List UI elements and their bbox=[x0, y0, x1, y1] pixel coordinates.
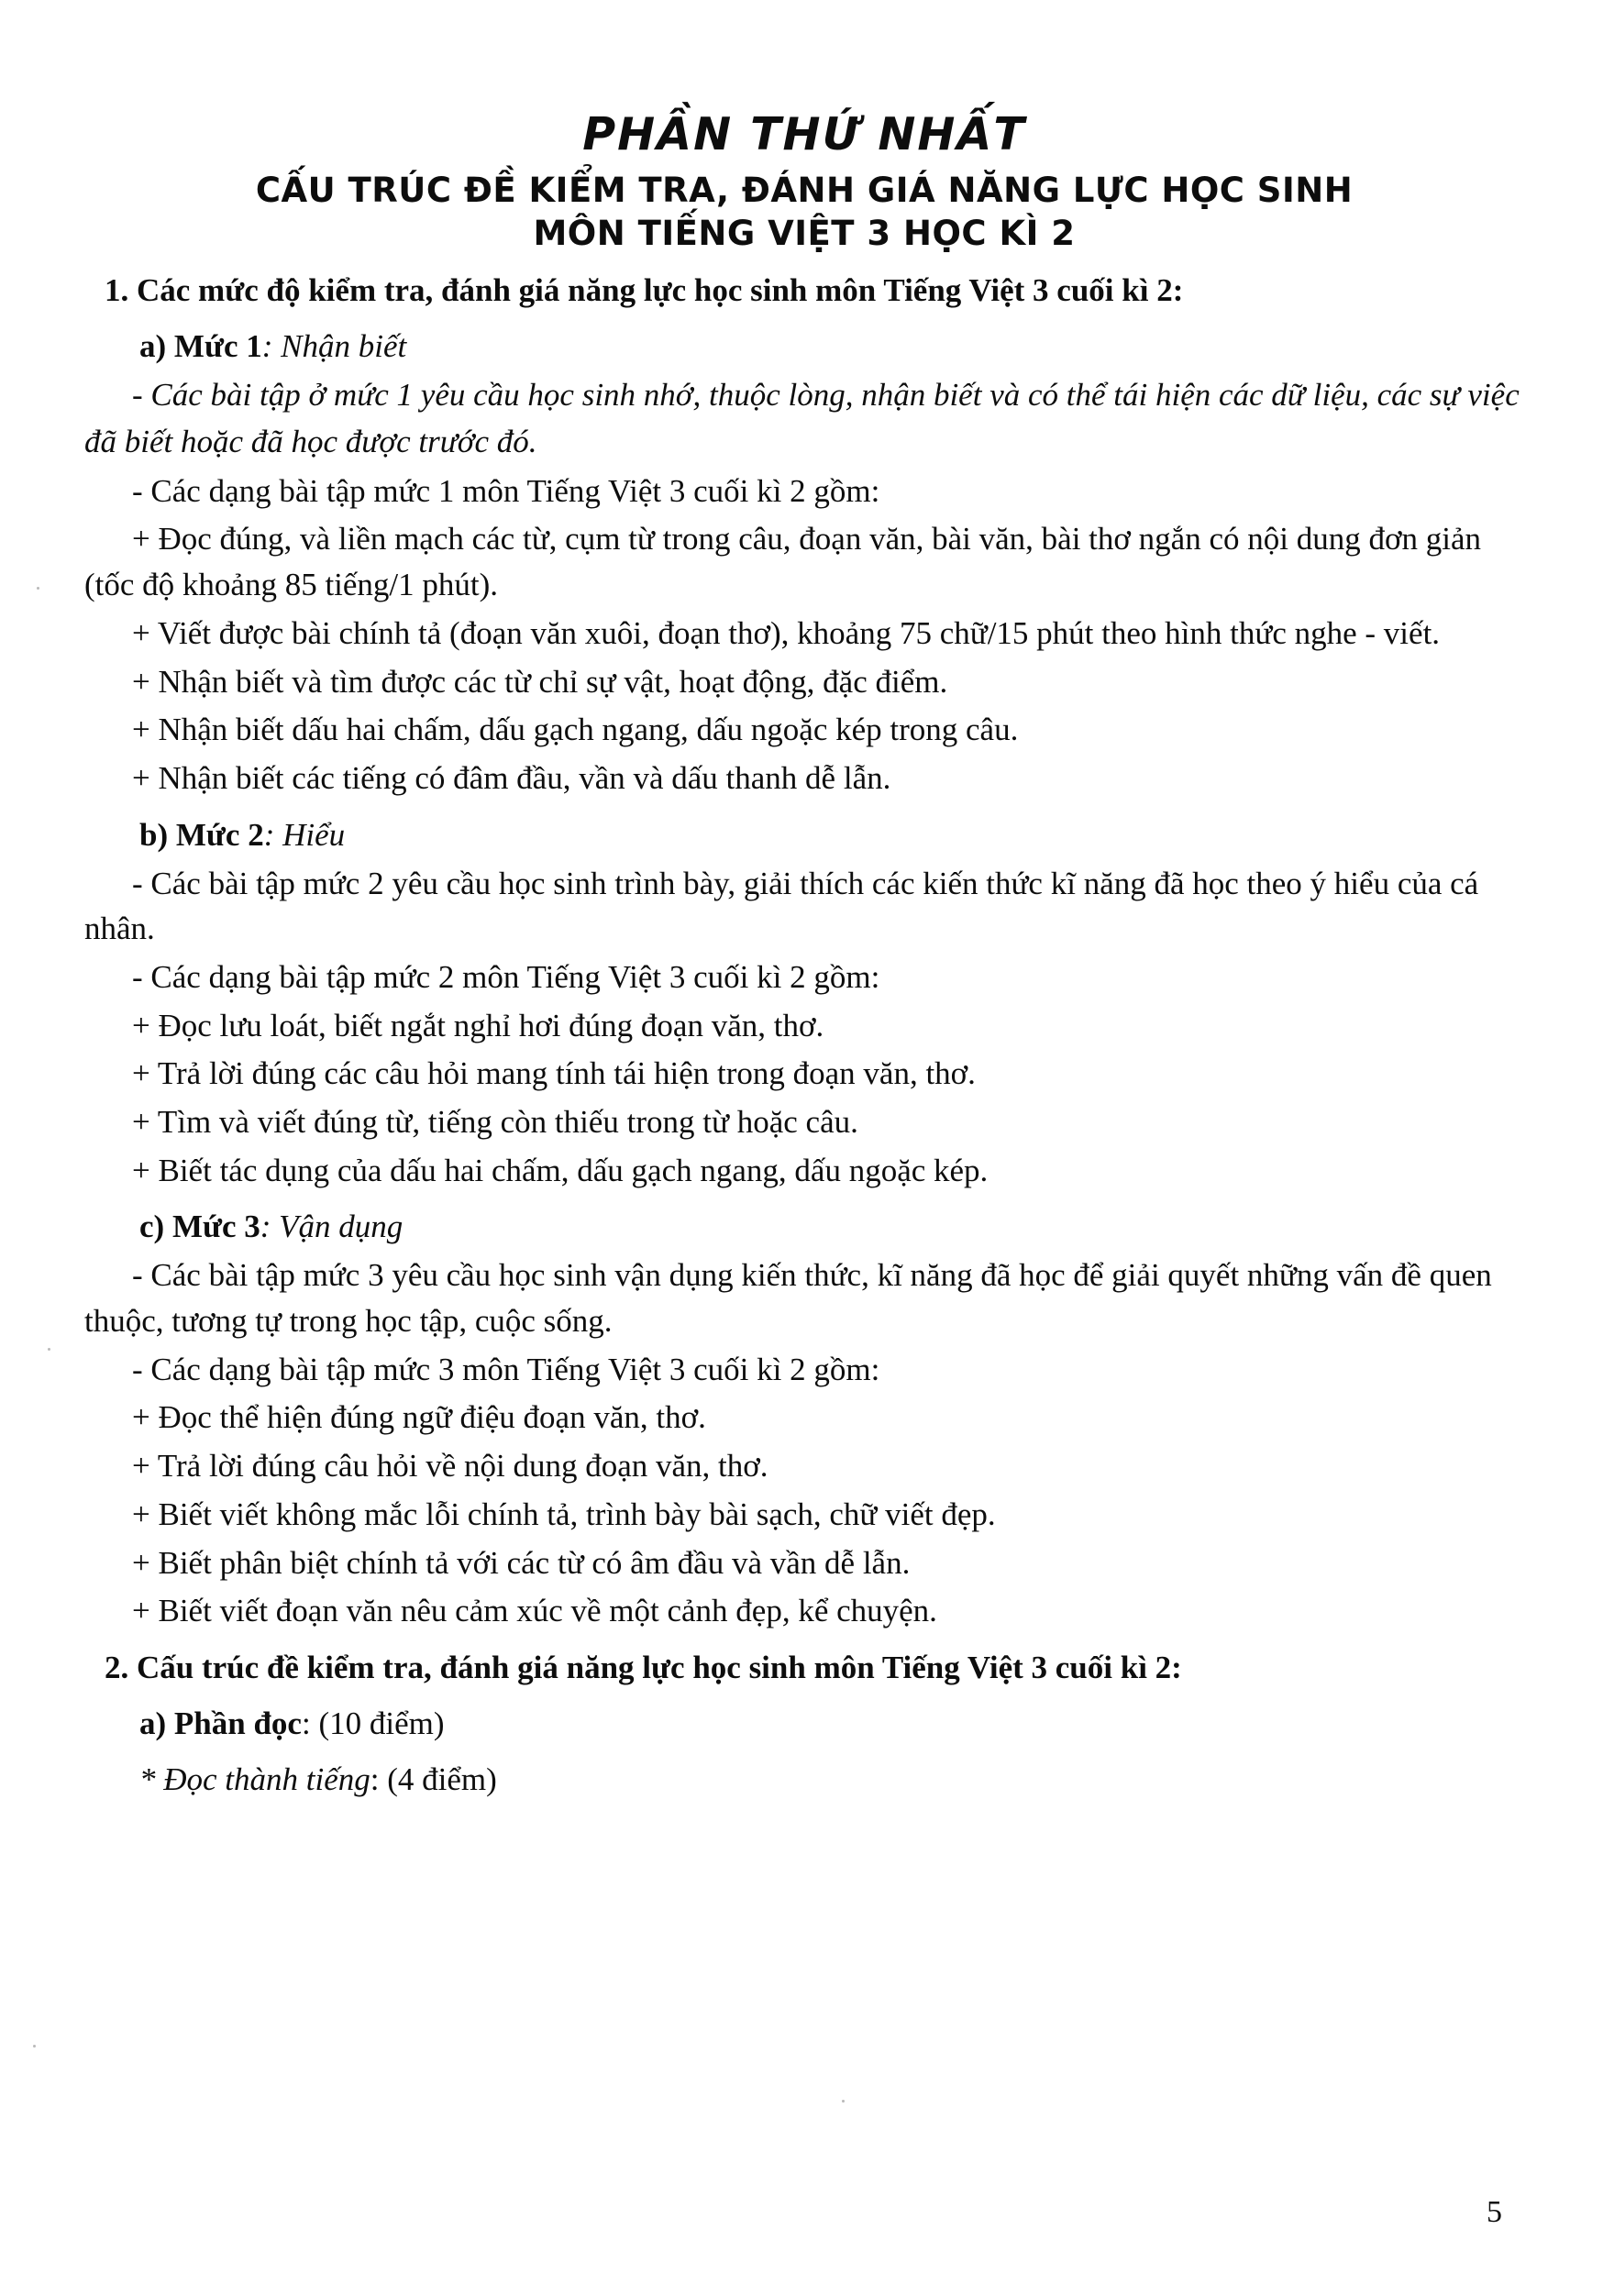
section-2-part-a-value: : (10 điểm) bbox=[301, 1705, 445, 1741]
page-title: PHẦN THỨ NHẤT bbox=[582, 108, 1026, 160]
page-subtitle-line2: MÔN TIẾNG VIỆT 3 HỌC KÌ 2 bbox=[533, 214, 1076, 254]
section-1-heading: 1. Các mức độ kiểm tra, đánh giá năng lực học sinh môn Tiếng Việt 3 cuối kì 2: bbox=[105, 272, 1184, 309]
level-2-item: + Tìm và viết đúng từ, tiếng còn thiếu trong từ hoặc câu. bbox=[132, 1104, 858, 1140]
section-2-sub-a bbox=[84, 1757, 1524, 1802]
section-2-part-a bbox=[84, 1701, 1524, 1746]
level-1-item: + Viết được bài chính tả (đoạn văn xuôi, đoạn thơ), khoảng 75 chữ/15 phút theo hình thức nghe - viết. bbox=[132, 614, 1441, 651]
level-2-item: + Biết tác dụng của dấu hai chấm, dấu gạch ngang, dấu ngoặc kép. bbox=[132, 1152, 989, 1188]
level-1-item: + Đọc đúng, và liền mạch các từ, cụm từ trong câu, đoạn văn, bài văn, bài thơ ngắn có nội dung đơn giản (tốc độ khoảng 85 tiếng/1 phút). bbox=[84, 521, 1481, 603]
level-2-heading bbox=[84, 812, 1524, 857]
section-2-heading: 2. Cấu trúc đề kiểm tra, đánh giá năng lực học sinh môn Tiếng Việt 3 cuối kì 2: bbox=[105, 1649, 1182, 1685]
level-3-description: - Các bài tập mức 3 yêu cầu học sinh vận dụng kiến thức, kĩ năng đã học để giải quyết những vấn đề quen thuộc, tương tự trong học tập, cuộc sống. bbox=[84, 1257, 1492, 1340]
level-1-item: + Nhận biết dấu hai chấm, dấu gạch ngang, dấu ngoặc kép trong câu. bbox=[132, 712, 1019, 748]
level-3-heading bbox=[84, 1204, 1524, 1249]
scan-speck bbox=[842, 2100, 845, 2103]
level-2-item: + Trả lời đúng các câu hỏi mang tính tái hiện trong đoạn văn, thơ. bbox=[132, 1055, 976, 1092]
level-1-description: - Các bài tập ở mức 1 yêu cầu học sinh nhớ, thuộc lòng, nhận biết và có thể tái hiện các dữ liệu, các sự việc đã biết hoặc đã học được trước đó. bbox=[84, 377, 1520, 459]
level-1-item: + Nhận biết các tiếng có đâm đầu, vần và dấu thanh dễ lẫn. bbox=[132, 759, 891, 796]
document-body bbox=[84, 108, 1524, 1805]
page-number: 5 bbox=[1487, 2195, 1502, 2229]
scan-speck bbox=[33, 2045, 36, 2048]
level-1-label: a) Mức 1 bbox=[139, 328, 262, 365]
level-3-forms-intro: - Các dạng bài tập mức 3 môn Tiếng Việt 3 cuối kì 2 gồm: bbox=[132, 1351, 880, 1387]
level-3-label: c) Mức 3 bbox=[139, 1209, 260, 1245]
level-1-forms-intro: - Các dạng bài tập mức 1 môn Tiếng Việt 3 cuối kì 2 gồm: bbox=[132, 472, 880, 509]
level-1-heading bbox=[84, 324, 1524, 369]
level-3-item: + Trả lời đúng câu hỏi về nội dung đoạn văn, thơ. bbox=[132, 1448, 768, 1485]
level-3-item: + Biết phân biệt chính tả với các từ có âm đầu và vần dễ lẫn. bbox=[132, 1544, 911, 1581]
scan-speck bbox=[37, 587, 39, 590]
level-2-label: b) Mức 2 bbox=[139, 816, 264, 853]
section-2-part-a-label: a) Phần đọc bbox=[139, 1705, 302, 1741]
level-1-item: + Nhận biết và tìm được các từ chỉ sự vật, hoạt động, đặc điểm. bbox=[132, 663, 948, 700]
level-1-name: : Nhận biết bbox=[261, 328, 407, 365]
scan-speck bbox=[48, 1348, 50, 1351]
level-2-item: + Đọc lưu loát, biết ngắt nghỉ hơi đúng đoạn văn, thơ. bbox=[132, 1007, 824, 1043]
level-2-forms-intro: - Các dạng bài tập mức 2 môn Tiếng Việt 3 cuối kì 2 gồm: bbox=[132, 958, 880, 995]
level-3-item: + Biết viết đoạn văn nêu cảm xúc về một cảnh đẹp, kể chuyện. bbox=[132, 1593, 937, 1629]
level-2-name: : Hiểu bbox=[263, 816, 346, 853]
page-subtitle-line1: CẤU TRÚC ĐỀ KIỂM TRA, ĐÁNH GIÁ NĂNG LỰC HỌC SINH bbox=[255, 171, 1354, 210]
level-2-description: - Các bài tập mức 2 yêu cầu học sinh trình bày, giải thích các kiến thức kĩ năng đã học theo ý hiểu của cá nhân. bbox=[84, 865, 1479, 947]
level-3-name: : Vận dụng bbox=[260, 1209, 404, 1245]
section-2-sub-a-value: : (4 điểm) bbox=[370, 1761, 497, 1797]
level-3-item: + Đọc thể hiện đúng ngữ điệu đoạn văn, thơ. bbox=[132, 1399, 706, 1436]
section-2-sub-a-label: * Đọc thành tiếng bbox=[139, 1761, 370, 1797]
level-3-item: + Biết viết không mắc lỗi chính tả, trình bày bài sạch, chữ viết đẹp. bbox=[132, 1496, 996, 1532]
